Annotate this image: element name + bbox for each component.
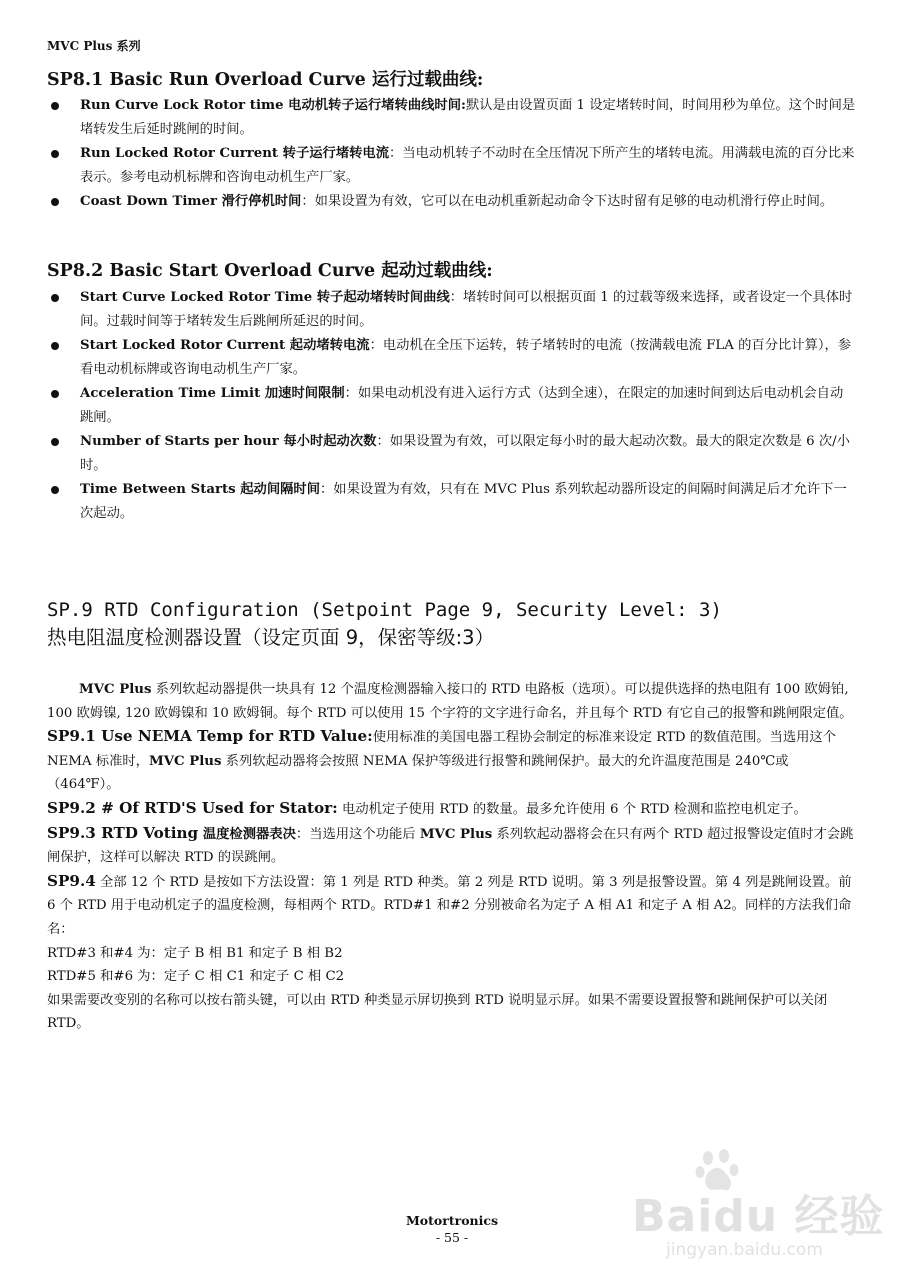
bullet-icon: [51, 390, 59, 398]
sp91-text-cont: 系列软起动器将会按照 NEMA 保护等级进行报警和跳闸保护。最大的允许温度范围是 240℃或（464℉）。: [47, 753, 789, 793]
brand-name: MVC Plus: [419, 826, 493, 842]
bullet-icon: [51, 486, 59, 494]
list-item: [0, 430, 904, 478]
sp9-body: [47, 678, 859, 1036]
sp9-title-en: SP.9 RTD Configuration (Setpoint Page 9, Security Level: 3): [47, 599, 722, 621]
watermark-url: jingyan.baidu.com: [666, 1240, 823, 1260]
sp94-lead: SP9.4: [47, 871, 96, 890]
sp9-intro: [47, 678, 859, 725]
baidu-watermark: [632, 1136, 885, 1270]
sp82-heading: SP8.2 Basic Start Overload Curve 起动过载曲线:: [47, 261, 493, 281]
bullet-icon: [51, 150, 59, 158]
description: ：堵转时间可以根据页面 1 的过载等级来选择，或者设定一个具体时间。过载时间等于堵转发生后跳闸所延迟的时间。: [80, 290, 853, 329]
sp91-lead: SP9.1 Use NEMA Temp for RTD Value:: [47, 727, 373, 746]
term: Run Locked Rotor Current 转子运行堵转电流: [80, 146, 390, 161]
bullet-icon: [51, 102, 59, 110]
sp92-text: 电动机定子使用 RTD 的数量。最多允许使用 6 个 RTD 检测和监控电机定子。: [337, 801, 807, 817]
sp82-list: [0, 286, 904, 526]
sp9-title-zh: 热电阻温度检测器设置（设定页面 9，保密等级:3）: [47, 626, 495, 649]
list-item: [0, 478, 904, 526]
description: ：如果设置为有效，它可以在电动机重新起动命令下达时留有足够的电动机滑行停止时间。: [301, 194, 834, 209]
rtd-line-c: RTD#5 和#6 为：定子 C 相 C1 和定子 C 相 C2: [47, 969, 345, 985]
list-item: [0, 94, 904, 142]
description: 默认是由设置页面 1 设定堵转时间，时间用秒为单位。这个时间是堵转发生后延时跳闸的时间。: [80, 98, 856, 137]
sp91-text: 使用标准的美国电器工程协会制定的标准来设定 RTD 的数值范围。当选用这个 NEMA 标准时，: [47, 730, 837, 769]
sp93-paragraph: [47, 822, 859, 870]
sp81-heading: SP8.1 Basic Run Overload Curve 运行过载曲线:: [47, 70, 484, 90]
sp94-text: 全部 12 个 RTD 是按如下方法设置：第 1 列是 RTD 种类。第 2 列是 RTD 说明。第 3 列是报警设置。第 4 列是跳闸设置。前 6 个 RTD 用于电动机定子的温度检测，每相两个 RTD。RTD#1 和#2 分别被命名为定子 A 相 A1 和定子 A 相 A2。同样的方法我们命名：: [47, 874, 852, 937]
bullet-icon: [51, 438, 59, 446]
bullet-icon: [51, 294, 59, 302]
sp94-paragraph: [47, 870, 859, 942]
page-number: - 55 -: [435, 1230, 469, 1245]
rtd-line-b: RTD#3 和#4 为：定子 B 相 B1 和定子 B 相 B2: [47, 945, 343, 961]
running-header: MVC Plus 系列: [47, 39, 141, 53]
description: ：当电动机转子不动时在全压情况下所产生的堵转电流。用满载电流的百分比来表示。参考电动机标牌和咨询电动机生产厂家。: [80, 146, 855, 185]
description: ：如果设置为有效，只有在 MVC Plus 系列软起动器所设定的间隔时间满足后才允许下一次起动。: [80, 482, 847, 521]
list-item: [0, 142, 904, 190]
description: ：如果电动机没有进入运行方式（达到全速），在限定的加速时间到达后电动机会自动跳闸。: [80, 386, 844, 425]
bullet-icon: [51, 342, 59, 350]
brand-name: MVC Plus: [148, 753, 222, 769]
description: ：如果设置为有效，可以限定每小时的最大起动次数。最大的限定次数是 6 次/小时。: [80, 434, 850, 473]
sp81-list: [0, 94, 904, 214]
sp93-text-cont: 系列软起动器将会在只有两个 RTD 超过报警设定值时才会跳闸保护，这样可以解决 RTD 的误跳闸。: [47, 826, 854, 866]
sp93-lead: SP9.3 RTD Voting: [47, 823, 199, 842]
term: Start Curve Locked Rotor Time 转子起动堵转时间曲线: [80, 290, 450, 305]
bullet-icon: [51, 198, 59, 206]
term: Coast Down Timer 滑行停机时间: [80, 194, 302, 209]
term: Start Locked Rotor Current 起动堵转电流: [80, 338, 370, 353]
sp92-paragraph: [47, 797, 859, 822]
intro-text: 系列软起动器提供一块具有 12 个温度检测器输入接口的 RTD 电路板（选项）。可以提供选择的热电阻有 100 欧姆铂, 100 欧姆镍, 120 欧姆镍和 10 欧姆铜。每个 RTD 可以使用 15 个字符的文字进行命名，并且每个 RTD 有它自己的报警和跳闸限定值。: [47, 682, 853, 721]
list-item: [0, 190, 904, 214]
list-item: [0, 382, 904, 430]
brand-name: MVC Plus: [79, 682, 152, 697]
list-item: [0, 334, 904, 382]
sp93-term: 温度检测器表决: [198, 826, 296, 842]
description: ：电动机在全压下运转，转子堵转时的电流（按满载电流 FLA 的百分比计算），参看电动机标牌或咨询电动机生产厂家。: [80, 338, 852, 377]
term: Run Curve Lock Rotor time 电动机转子运行堵转曲线时间:: [80, 98, 466, 113]
watermark-logo-text: Baidu 经验: [632, 1191, 885, 1242]
term: Time Between Starts 起动间隔时间: [80, 482, 321, 497]
sp9-heading: [47, 596, 867, 652]
footer-brand: Motortronics: [405, 1213, 499, 1228]
term: Number of Starts per hour 每小时起动次数: [80, 434, 377, 449]
sp91-paragraph: [47, 725, 859, 797]
sp93-text: ：当选用这个功能后: [295, 826, 420, 842]
term: Acceleration Time Limit 加速时间限制: [80, 386, 345, 401]
list-item: [0, 286, 904, 334]
closing-paragraph: 如果需要改变别的名称可以按右箭头键，可以由 RTD 种类显示屏切换到 RTD 说明显示屏。如果不需要设置报警和跳闸保护可以关闭 RTD。: [47, 992, 828, 1032]
sp92-lead: SP9.2 # Of RTD'S Used for Stator:: [47, 798, 338, 817]
